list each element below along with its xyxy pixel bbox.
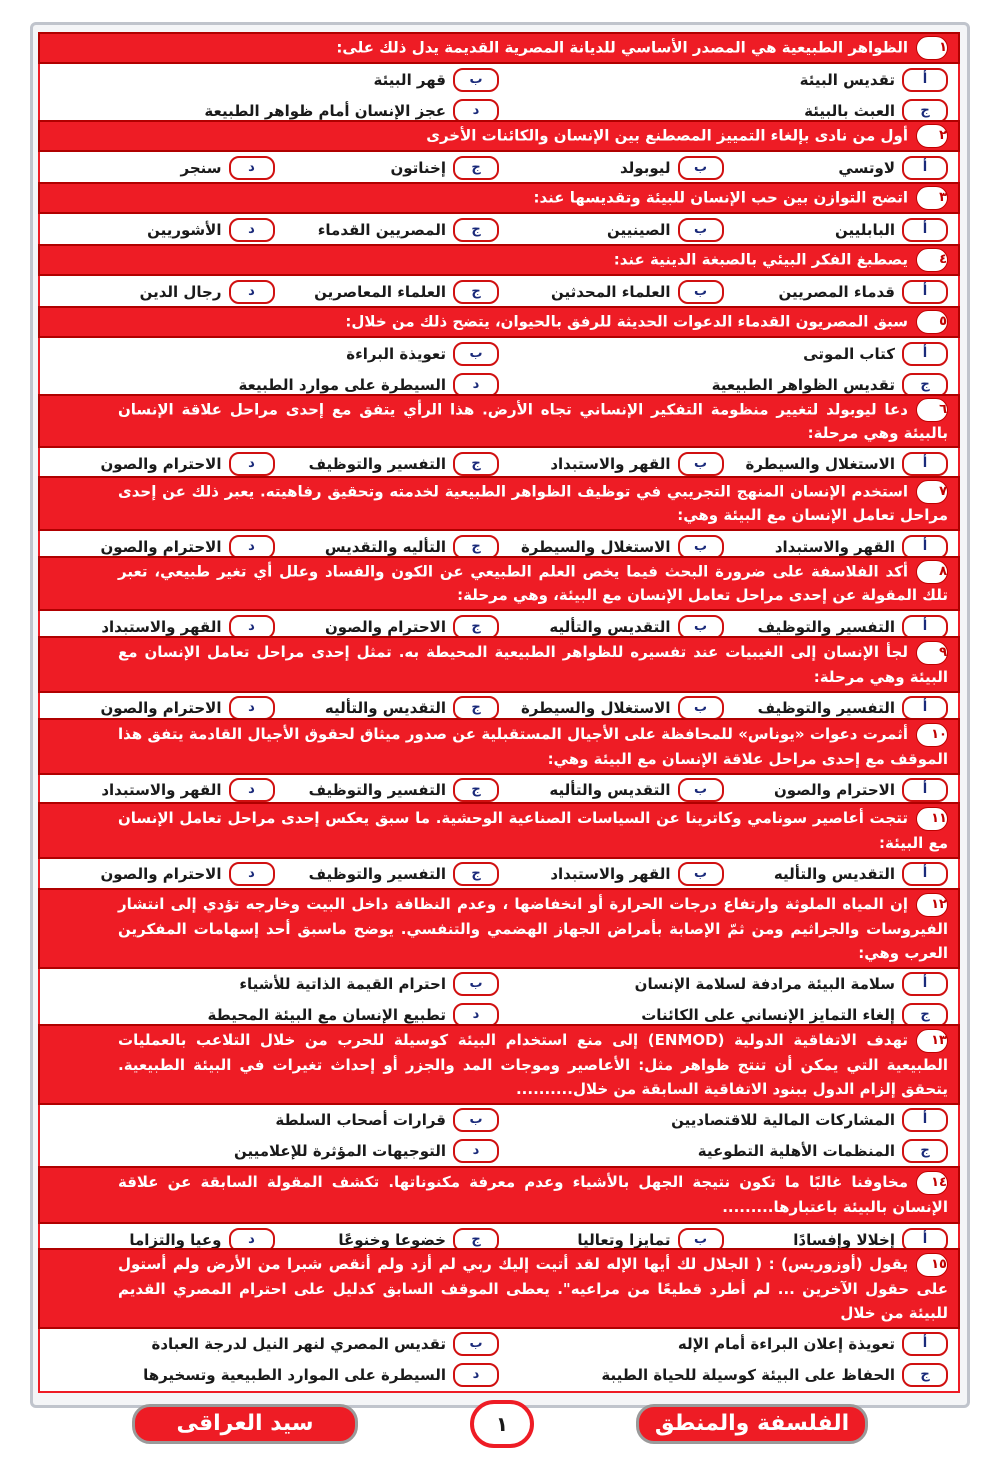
answer-option[interactable] [724,152,949,183]
option-text: الاحترام والصون [100,865,222,883]
option-letter-badge: ب [678,218,724,242]
answer-option[interactable] [275,448,500,479]
question-number: ٣ [916,186,948,210]
author-label: سيد العراقى [132,1404,358,1444]
question-text [38,244,960,276]
question-block [38,556,960,644]
option-letter-badge: أ [902,68,948,92]
option-letter-badge: د [229,156,275,180]
option-letter-badge: د [229,1228,275,1252]
question-number: ٢ [916,124,948,148]
option-text: سنجر [180,158,222,177]
option-letter-badge: ب [678,156,724,180]
option-text: تقديس المصري لنهر النيل لدرجة العبادة [151,1335,446,1353]
question-number: ٥ [916,310,948,334]
option-text: المنظمات الأهلية التطوعية [697,1142,895,1160]
option-letter-badge: ج [453,218,499,242]
question-number: ٦ [916,398,948,422]
option-text: خضوعا وخنوعًا [338,1230,446,1249]
question-text [38,120,960,152]
answer-option[interactable] [275,276,500,307]
option-text: الحفاظ على البيئة كوسيلة للحياة الطيبة [601,1366,895,1384]
option-text: السيطرة على الموارد الطبيعية وتسخيرها [143,1366,446,1384]
answer-option[interactable] [275,152,500,183]
question-text [38,182,960,214]
answer-option[interactable] [724,448,949,479]
answer-option[interactable] [724,276,949,307]
option-letter-badge: ج [453,696,499,720]
options-grid [38,152,960,185]
option-letter-badge: أ [902,972,948,996]
answer-option[interactable] [275,214,500,245]
question-block [38,802,960,892]
question-stem: إن المياه الملوثة وارتفاع درجات الحرارة أو انخفاضها ، وعدم النظافة داخل البيت وخارجه تؤدي إلى انتشار الفيروسات والجراثيم ومن ثمّ الإصابة بأمراض الجهاز الهضمي والتنفسي. يوضح ماسبق أحد إسهامات المفكرين العرب وهي: [118,895,948,962]
answer-option[interactable] [50,276,275,307]
question-block [38,1248,960,1393]
option-letter-badge: أ [902,615,948,639]
answer-option[interactable] [499,152,724,183]
option-text: الاستغلال والسيطرة [520,699,671,717]
option-text: التوجيهات المؤثرة للإعلاميين [233,1142,446,1160]
question-block [38,718,960,808]
option-letter-badge: ج [453,615,499,639]
option-text: احترام القيمة الذاتية للأشياء [239,975,446,993]
option-letter-badge: ب [678,535,724,559]
question-block [38,476,960,564]
question-stem: اتضح التوازن بين حب الإنسان للبيئة وتقديسها عند: [533,188,908,207]
question-stem: دعا ليوبولد لتغيير منظومة التفكير الإنساني تجاه الأرض. هذا الرأي يتفق مع إحدى مراحل علاقة الإنسان بالبيئة وهي مرحلة: [118,400,948,442]
option-text: البابليين [834,220,895,239]
option-text: التقديس والتأليه [549,617,671,636]
question-number: ٨ [916,560,948,584]
option-letter-badge: د [229,615,275,639]
answer-option[interactable] [50,152,275,183]
options-grid [38,276,960,309]
question-text [38,476,960,531]
option-letter-badge: ب [678,696,724,720]
answer-option[interactable] [724,214,949,245]
option-letter-badge: ج [453,156,499,180]
option-text: المصريين القدماء [317,220,446,239]
option-letter-badge: أ [902,1228,948,1252]
option-text: الاحترام والصون [773,781,895,799]
answer-option[interactable] [50,969,499,1000]
question-block [38,306,960,402]
answer-option[interactable] [499,64,948,95]
option-text: القهر والاستبداد [550,865,671,883]
answer-option[interactable] [499,448,724,479]
option-letter-badge: د [453,1363,499,1387]
question-number: ٩ [916,641,948,665]
option-letter-badge: د [453,1139,499,1163]
question-stem: تتجت أعاصير سونامي وكاترينا عن السياسات الصناعية الوحشية. ما سبق يعكس إحدى مراحل تعامل الإنسان مع البيئة: [118,809,948,852]
option-letter-badge: ب [678,452,724,476]
question-stem: لجأ الإنسان إلى الغيبيات عند تفسيره للظواهر الطبيعية المحيطة به. تمثل إحدى مراحل تعامل الإنسان مع البيئة وهي مرحلة: [118,643,948,686]
options-grid [38,859,960,892]
option-text: رجال الدين [139,282,222,301]
answer-option[interactable] [499,969,948,1000]
option-text: الاحترام والصون [100,699,222,717]
option-text: تعويذة إعلان البراءة أمام الإله [677,1335,895,1353]
option-letter-badge: ب [453,1332,499,1356]
question-block [38,888,960,1033]
question-block [38,1024,960,1169]
option-letter-badge: أ [902,1332,948,1356]
option-text: التفسير والتوظيف [308,781,446,799]
option-letter-badge: د [229,696,275,720]
options-grid [38,1329,960,1393]
question-stem: أول من نادى بإلغاء التمييز المصطنع بين الإنسان والكائنات الأخرى [426,126,908,145]
question-text [38,1024,960,1105]
option-text: الأشوريين [147,220,222,239]
option-letter-badge: ج [453,280,499,304]
option-letter-badge: د [229,280,275,304]
option-text: الاستغلال والسيطرة [520,537,671,556]
answer-option[interactable] [50,1329,499,1360]
answer-option[interactable] [724,859,949,890]
option-text: السيطرة على موارد الطبيعة [238,375,446,394]
answer-option[interactable] [275,859,500,890]
question-stem: يصطبغ الفكر البيئي بالصبغة الدينية عند: [613,250,908,269]
option-letter-badge: د [229,862,275,886]
option-letter-badge: ج [453,452,499,476]
question-text [38,636,960,693]
option-letter-badge: ب [453,1108,499,1132]
answer-option[interactable] [50,1136,499,1167]
question-text [38,1248,960,1329]
option-text: التأليه والتقديس [324,537,446,556]
option-letter-badge: ب [453,342,499,366]
question-stem: سبق المصريون القدماء الدعوات الحديثة للرفق بالحيوان، يتضح ذلك من خلال: [345,312,908,331]
option-letter-badge: أ [902,862,948,886]
option-letter-badge: أ [902,535,948,559]
question-text [38,32,960,64]
question-number: ٤ [916,248,948,272]
answer-option[interactable] [275,775,500,806]
option-text: الاستغلال والسيطرة [745,454,895,473]
question-stem: الظواهر الطبيعية هي المصدر الأساسي للديانة المصرية القديمة يدل ذلك على: [336,38,908,57]
option-letter-badge: ج [902,373,948,397]
option-text: القهر والاستبداد [101,781,222,799]
question-number: ٧ [916,480,948,504]
option-letter-badge: ج [902,1363,948,1387]
option-text: العلماء المعاصرين [314,282,446,301]
options-grid [38,338,960,402]
option-text: عجز الإنسان أمام ظواهر الطبيعة [204,101,446,120]
question-block [38,1166,960,1257]
question-number: ١٠ [916,723,948,747]
question-number: ١ [916,36,948,60]
option-text: التقديس والتأليه [324,699,446,717]
option-letter-badge: أ [902,156,948,180]
option-letter-badge: د [453,1003,499,1027]
answer-option[interactable] [499,775,724,806]
option-text: تطبيع الإنسان مع البيئة المحيطة [207,1006,446,1024]
answer-option[interactable] [50,448,275,479]
option-text: التفسير والتوظيف [308,454,446,473]
options-grid [38,969,960,1033]
option-letter-badge: ج [453,862,499,886]
question-number: ١٤ [916,1171,948,1195]
answer-option[interactable] [499,338,948,369]
option-text: تقديس الظواهر الطبيعية [711,375,895,394]
option-text: كتاب الموتى [803,344,895,363]
answer-option[interactable] [50,338,499,369]
option-letter-badge: أ [902,342,948,366]
option-text: إلغاء التمايز الإنساني على الكائنات [641,1006,895,1024]
option-text: الاحترام والصون [324,617,446,636]
option-text: التفسير والتوظيف [757,699,895,717]
option-text: التفسير والتوظيف [757,617,895,636]
question-stem: أكد الفلاسفة على ضرورة البحث فيما يخص العلم الطبيعي عن الكون والفساد وعلل أي تغير طبيعي، تعبر تلك المقولة عن إحدى مراحل تعامل الإنسان مع البيئة، وهي مرحلة: [118,562,948,604]
page-number: ١ [470,1400,534,1448]
option-text: إخلالا وإفسادًا [793,1230,895,1249]
option-letter-badge: ب [453,972,499,996]
question-stem: تهدف الاتفاقية الدولية (ENMOD) إلى منع استخدام البيئة كوسيلة للحرب من خلال التلاعب بالعمليات الطبيعية التي يمكن أن تنتج ظواهر مثل: الأعاصير وموجات المد والجزر أو إحداث تغيرات في البيئة الطبيعية. يتحقق إلزام الدول ببنود الاتفاقية السابقة من خلال.......... [118,1031,948,1098]
option-letter-badge: ب [678,615,724,639]
option-text: وعيا والتزاما [129,1230,222,1249]
option-letter-badge: د [229,218,275,242]
question-block [38,244,960,309]
option-text: المشاركات المالية للاقتصاديين [671,1111,895,1129]
option-text: العبث بالبيئة [804,101,895,120]
option-text: سلامة البيئة مرادفة لسلامة الإنسان [634,975,895,993]
option-letter-badge: ب [453,68,499,92]
option-letter-badge: أ [902,218,948,242]
option-letter-badge: ب [678,862,724,886]
option-text: تمايزا وتعاليا [577,1230,671,1249]
option-text: القهر والاستبداد [550,454,671,473]
option-letter-badge: أ [902,452,948,476]
option-text: قهر البيئة [373,70,446,89]
question-number: ١٢ [916,893,948,917]
answer-option[interactable] [50,775,275,806]
option-letter-badge: د [453,99,499,123]
option-text: تعويذة البراءة [346,344,446,363]
option-text: إخناتون [390,158,446,177]
option-text: الاحترام والصون [100,537,222,556]
option-letter-badge: أ [902,1108,948,1132]
option-letter-badge: ج [453,1228,499,1252]
option-letter-badge: د [229,535,275,559]
question-stem: أثمرت دعوات «يوناس» للمحافظة على الأجيال المستقبلية عن صدور ميثاق لحقوق الأجيال القادمة يتفق هذا الموقف مع إحدى مراحل علاقة الإنسان مع البيئة وهي: [118,725,948,768]
answer-option[interactable] [50,64,499,95]
option-letter-badge: ج [453,778,499,802]
answer-option[interactable] [50,1105,499,1136]
answer-option[interactable] [50,859,275,890]
option-letter-badge: د [229,452,275,476]
option-letter-badge: ب [678,280,724,304]
question-text [38,1166,960,1224]
answer-option[interactable] [499,1105,948,1136]
option-text: تقديس البيئة [799,70,895,89]
question-stem: مخاوفنا غالبًا ما تكون نتيجة الجهل بالأشياء وعدم معرفة مكنوناتها. تكشف المقولة السابقة عن علاقة الإنسان بالبيئة باعتبارها......... [118,1173,948,1216]
option-letter-badge: ج [902,1003,948,1027]
question-block [38,32,960,128]
option-letter-badge: د [453,373,499,397]
option-text: القهر والاستبداد [101,617,222,636]
option-text: العلماء المحدثين [550,282,671,301]
question-text [38,802,960,859]
answer-option[interactable] [499,1360,948,1391]
options-grid [38,214,960,247]
option-text: قدماء المصريين [778,282,895,301]
question-stem: استخدم الإنسان المنهج التجريبي في توظيف الظواهر الطبيعية لخدمته وتحقيق رفاهيته. يعبر ذلك عن إحدى مراحل تعامل الإنسان مع البيئة وهي: [118,482,948,524]
question-number: ١٣ [916,1029,948,1053]
option-text: الاحترام والصون [100,454,222,473]
option-letter-badge: ب [678,1228,724,1252]
question-stem: يقول (أوزوريس) : ( الجلال لك أيها الإله لقد أتيت إليك ربي لم أزد ولم أنقص شبرا من الأرض ولم أستول على حقول الآخرين ... لم أطرد قطيعًا من مراعيه". يعطى الموقف السابق كدليل على احترام المصري القديم للبيئة من خلال [118,1255,948,1322]
option-text: الصينيين [606,220,671,239]
answer-option[interactable] [724,775,949,806]
option-text: التقديس والتأليه [773,865,895,883]
option-letter-badge: ج [902,1139,948,1163]
question-block [38,182,960,247]
question-text [38,888,960,969]
option-letter-badge: أ [902,696,948,720]
question-block [38,394,960,481]
question-text [38,718,960,775]
question-number: ١١ [916,807,948,831]
option-text: ليوبولد [620,158,671,177]
answer-option[interactable] [499,1329,948,1360]
answer-option[interactable] [499,276,724,307]
option-letter-badge: ج [453,535,499,559]
option-text: التقديس والتأليه [549,781,671,799]
answer-option[interactable] [50,1360,499,1391]
option-letter-badge: أ [902,778,948,802]
question-text [38,394,960,448]
answer-option[interactable] [499,859,724,890]
question-text [38,556,960,611]
answer-option[interactable] [499,1136,948,1167]
option-letter-badge: ب [678,778,724,802]
question-block [38,636,960,726]
question-number: ١٥ [916,1253,948,1277]
subject-label: الفلسفة والمنطق [636,1404,868,1444]
options-grid [38,64,960,128]
option-text: التفسير والتوظيف [308,865,446,883]
option-text: قرارات أصحاب السلطة [275,1111,446,1129]
option-text: القهر والاستبداد [774,537,895,556]
question-text [38,306,960,338]
answer-option[interactable] [50,214,275,245]
option-letter-badge: أ [902,280,948,304]
question-block [38,120,960,185]
option-text: لاوتسي [838,158,895,177]
answer-option[interactable] [499,214,724,245]
option-letter-badge: ج [902,99,948,123]
options-grid [38,1105,960,1169]
option-letter-badge: د [229,778,275,802]
